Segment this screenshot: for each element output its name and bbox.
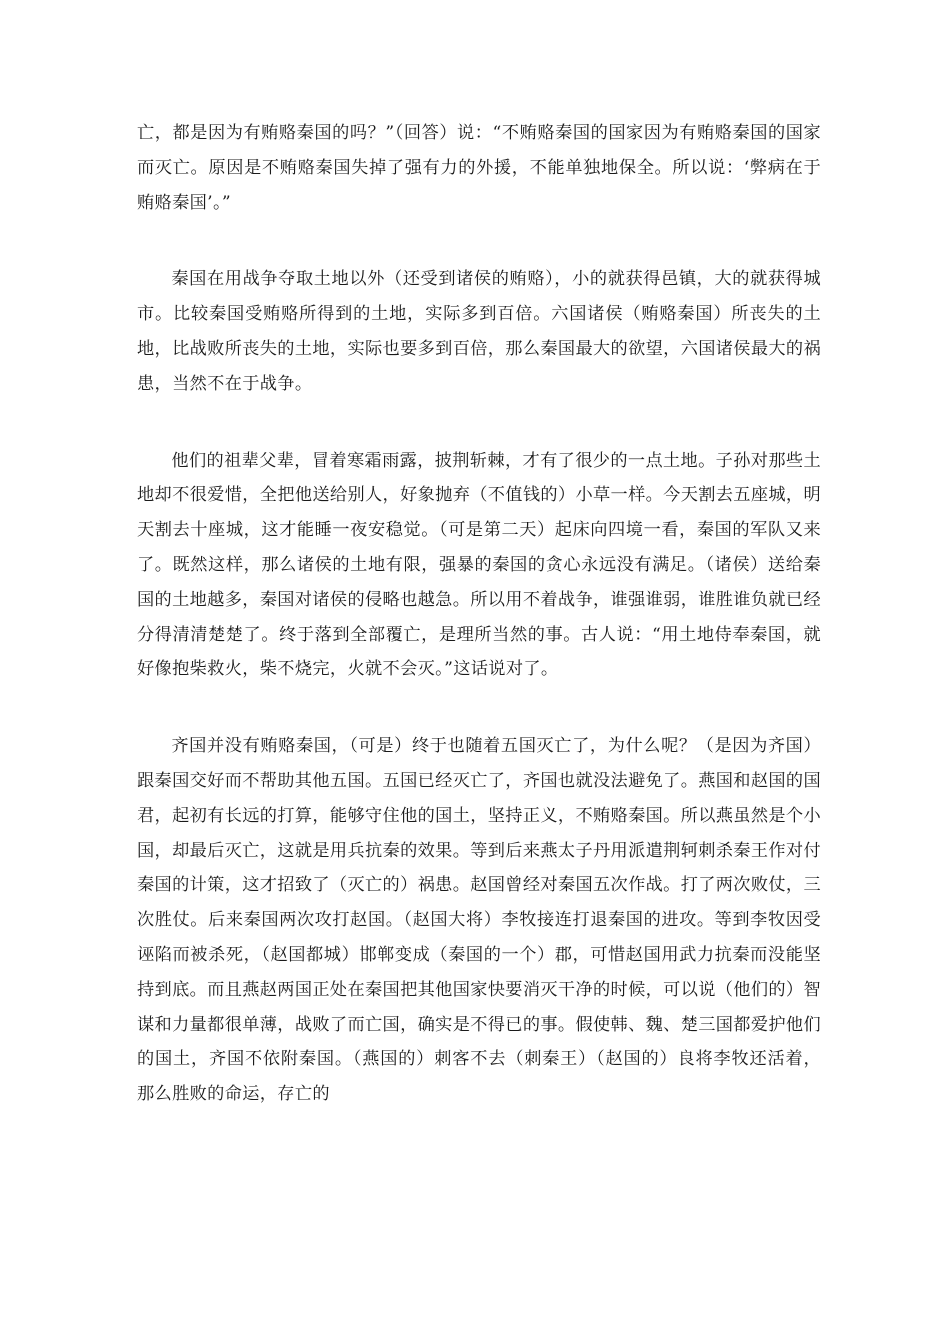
- document-page: [137, 116, 821, 1112]
- paragraph-qin-gains: 秦国在用战争夺取土地以外（还受到诸侯的贿赂），小的就获得邑镇，大的就获得城市。比较秦国受贿赂所得到的土地，实际多到百倍。六国诸侯（贿赂秦国）所丧失的土地，比战败所丧失的土地，实际也要多到百倍，那么秦国最大的欲望，六国诸侯最大的祸患，当然不在于战争。: [137, 269, 821, 394]
- paragraph-continuation: 亡，都是因为有贿赂秦国的吗？”（回答）说：“不贿赂秦国的国家因为有贿赂秦国的国家而灭亡。原因是不贿赂秦国失掉了强有力的外援，不能单独地保全。所以说：‘弊病在于贿赂秦国’。”: [137, 123, 821, 213]
- paragraph-qi-yan-zhao: 齐国并没有贿赂秦国，（可是）终于也随着五国灭亡了，为什么呢？（是因为齐国）跟秦国交好而不帮助其他五国。五国已经灭亡了，齐国也就没法避免了。燕国和赵国的国君，起初有长远的打算，能够守住他的国土，坚持正义，不贿赂秦国。所以燕虽然是个小国，却最后灭亡，这就是用兵抗秦的效果。等到后来燕太子丹用派遣荆轲刺杀秦王作对付秦国的计策，这才招致了（灭亡的）祸患。赵国曾经对秦国五次作战。打了两次败仗，三次胜仗。后来秦国两次攻打赵国。（赵国大将）李牧接连打退秦国的进攻。等到李牧因受诬陷而被杀死，（赵国都城）邯郸变成（秦国的一个）郡，可惜赵国用武力抗秦而没能坚持到底。而且燕赵两国正处在秦国把其他国家快要消灭干净的时候，可以说（他们的）智谋和力量都很单薄，战败了而亡国，确实是不得已的事。假使韩、魏、楚三国都爱护他们的国土，齐国不依附秦国。（燕国的）刺客不去（刺秦王）（赵国的）良将李牧还活着，那么胜败的命运，存亡的: [137, 736, 821, 1105]
- paragraph-ancestors-land: 他们的祖辈父辈，冒着寒霜雨露，披荆斩棘，才有了很少的一点土地。子孙对那些土地却不很爱惜，全把他送给别人，好象抛弃（不值钱的）小草一样。今天割去五座城，明天割去十座城，这才能睡一夜安稳觉。（可是第二天）起床向四境一看，秦国的军队又来了。既然这样，那么诸侯的土地有限，强暴的秦国的贪心永远没有满足。（诸侯）送给秦国的土地越多，秦国对诸侯的侵略也越急。所以用不着战争，谁强谁弱，谁胜谁负就已经分得清清楚楚了。终于落到全部覆亡，是理所当然的事。古人说：“用土地侍奉秦国，就好像抱柴救火，柴不烧完，火就不会灭。”这话说对了。: [137, 450, 821, 680]
